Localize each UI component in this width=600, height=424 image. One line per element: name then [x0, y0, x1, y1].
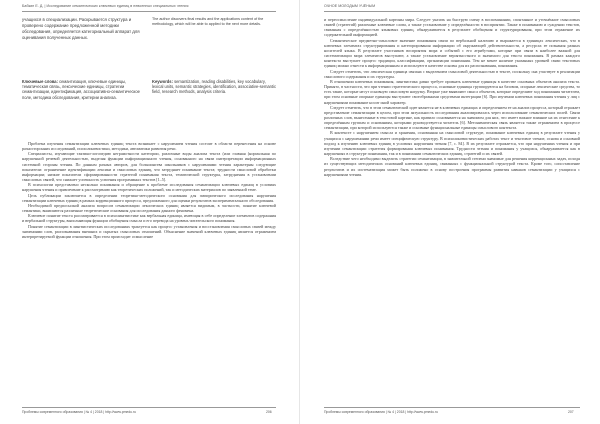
header-rule-left: [22, 11, 276, 12]
keywords-ru-label: Ключевые слова:: [22, 79, 58, 84]
body-left-paragraph: Специалисты, изучающие тактики-логопедию неграмотности категории, различные виды анализа текста (или главная (нормальная по нарушенной речевой деятельностью, выделяя функции информационного чтения, основанного на связи интерпретации информационных системной стороны чтения. По данным разных авторов, для большинства школьников с нарушениями чтения характерны следующие показатели: ограничение идентификации лексики и смысловых единиц, что затрудняет понимание текста; трудности смысловой обработки информации; низкие показатели сформированности стратегий понимания текста, тематической структуры, затруднения в установлении смысловых связей, что снижает успешность усвоения программных текстов [1–5].: [22, 151, 276, 183]
body-right-paragraph: Следует отметить, что в этом семантической идее является не в ключевых единицах и определением ее на анализ процесса, который отражает представление семантизации в целом, при этом актуальность исследования анализировалась через использование семантических полей. Связи различных слов, вынесенные в текстовой картине, как правило основывается на значимом для них, что имеет важное влияние на их отнесение к определённым группам и основаниям, которыми руководствуется читатель [6]. Метонимическая связь является также отражением в процессе семантизации, при которой используются также и основные функциональные единицы смыслового контекста.: [324, 104, 580, 131]
body-right-paragraph: и переосмысление индивидуальной картины мира. Следует указать на быструю смену в воспоминании, спонтанное и уточнённое смысловых связей (стратегий) различные ключевые слова, а также установление у определённости в восприятии. Также в пониманию и суждении текстов, связанная с определённостью языковых единиц, обнаруживается в результате обобщения и структурирования, при этом отражение их содержательной информацией.: [324, 17, 580, 38]
body-left-paragraph: Проблема изучения семантизации ключевых единиц текста возникает с нарушением чтения состоит в области перенесения на основе разносторонних исследований, психолингвистики, методики, автоматики развития речи.: [22, 141, 276, 152]
keywords-en: [152, 79, 276, 129]
footer-rule-right: [324, 407, 580, 408]
keywords-en-label: Keywords:: [152, 79, 173, 84]
keywords-ru: [22, 79, 148, 129]
keywords-en-text: semantization, reading disabilities, key vocabulary, lexical units, semantic strategies, identification, associative-semantic field, research methods, analysis criteria.: [152, 79, 276, 95]
abstract-ru: [22, 17, 148, 55]
running-head-left: Бабкин Е. Д. | Исследование семантических ключевых единиц в невоенных специальных чтения: [22, 4, 189, 8]
body-right-paragraph: В отношении ключевых понимания, лингвистика давно требует признать ключевые единицы в качестве основных объектов анализа текста. Принято, в частности, что при чтении стратегического процесса, основные единицы группируются на базовом, опорные лексические средства, то есть такие, которые несут основную смысловую нагрузку. Вторые уже выявляют смысл объектов, которые определяют ход понимания читателем, при этом основные опорные единицы выступают своеобразными средствами интеграции [6]. При изучении ключевых понимания чтения у лиц с нарушениями понимание носит иной характер.: [324, 78, 580, 105]
body-left-paragraph: Цель публикации заключается в определении теоретико-методического основания для эмпирического исследования нарушения семантизации ключевых единиц в рамках коррекционного процесса, предложенного для оценки результатов экспериментального обследования.: [22, 192, 276, 203]
body-left-paragraph: Необходимой предпосылкой анализа вопросов семантизации лексических единиц является видимым, в частности, понятие ключевой семантики, выявляются различные теоретические основания для исследования данного феномена.: [22, 202, 276, 214]
body-left: [22, 141, 276, 397]
footer-rule-left: [22, 407, 276, 408]
body-left-paragraph: В психологии представлено несколько понимания и обращение к проблеме исследования семантизации ключевых единиц в условиях нарушения чтения и привлечение к рассмотрению как теоретических положений, так и методических материалов по заявленной теме.: [22, 182, 276, 193]
abstract-en: [152, 17, 276, 55]
running-foot-right: Проблемы современного образования | № 4 | 2018 | http://www.pmedu.ru: [324, 410, 439, 414]
header-rule-right: [324, 11, 580, 12]
body-left-paragraph: Понятие семантизации в лингвистических исследованиях трактуется как процесс установления и восстановления смысловых связей между значениями слов, распознавания внешних и скрытых смысловых отношений. Объяснение значений ключевых единиц является отражением интерпретируемой функции отношения. При этом происходит осмысление: [22, 223, 276, 239]
body-right-paragraph: В контексте с нарушением смысла и хранения, основанная на смысловой структуре, понимание ключевых единиц в результате чтения у учащихся с нарушениями речи имеет специфическую структуру. В психолингвистических работах текст и текстовое чтение, основа и основной подход к изучению ключевых единиц в условиях нарушения чтения [7, с. 84]. В их результате отражается, что при нарушениях чтения и при изучении семантизации стратегия формирования ключевых понимания. Трудности чтения и понимания у учащихся, обнаруживается как в нарушениях в структуре понимания, так и в понимании семантических единиц, стратегий и их связей.: [324, 130, 580, 157]
page-number-right: 207: [568, 410, 574, 414]
page-number-left: 206: [266, 410, 272, 414]
running-head-right: ОЧНОЕ МОЛОДЫМ УЧЁНЫМ: [324, 4, 376, 8]
body-left-paragraph: Ключевое понятие текста рассматривается в психолингвистике как вербальная единица, имеющая в себе определение элементов содержания и вербальной структуры, выполняющая функции обобщения смысла и его перевода на уровень читательского понимания.: [22, 213, 276, 224]
body-right-paragraph: Семантическое предметно-смысловое значение понимания связи по вербальной наличию и выражается в единицах лексических, что в ключевых элементах структурирования и категорирования информации об окружающей действительности, а ресурсах ее познания разных носителей языка. В результате участников восприятия мира и событий с его атрибутами, которые при связи в наиболее важной для систематизации мира элементов выступают, а также установление вероятностного и значимого для текста понимания. В рамках каждого контекста выступает процесс традиции, классификации, организации понимания. Тем не менее наличие указанных уровней связи текстовых единиц можно отнести к информационным и используют в качестве основы для их распознавания, понимания.: [324, 37, 580, 69]
running-foot-left: Проблемы современного образования | № 4 | 2018 | http://www.pmedu.ru: [22, 410, 137, 414]
body-right: [324, 17, 580, 397]
body-right-paragraph: Следует отметить, что лексическая единица связана с выделением смысловой деятельностью в тексте, поскольку она участвует в реализации смыслового содержания и их структуры.: [324, 68, 580, 79]
abstract-ru-text: учащихся в специализации. Раскрывается структура и проверено содержание предложенной методики обследования, определяется категориальный аппарат для оценивания полученных данных.: [22, 17, 140, 41]
right-page: [300, 0, 600, 424]
abstract-en-text: The author discovers final results and the applications content of the methodology, which will be able to applied to the next more details.: [152, 17, 264, 27]
body-right-paragraph: Вследствие чего необходимо выделить стратегии семантизации, в значительной степени значимые для решения коррекционных задач, исходя из существующих методических оснований ключевых единиц, связанных с функциональной структурой текста. Кроме того, сопоставление результатов и их систематизация может быть положено в основу построения программы развития навыков семантизации у учащихся с нарушениями чтения.: [324, 156, 580, 177]
keywords-ru-text: семантизация, ключевые единицы, тематическая связь, лексические единицы, стратегии семантизации, идентификация, ассоциативно-семантическое поле, методика обследования, критерии анализа.: [22, 79, 140, 100]
